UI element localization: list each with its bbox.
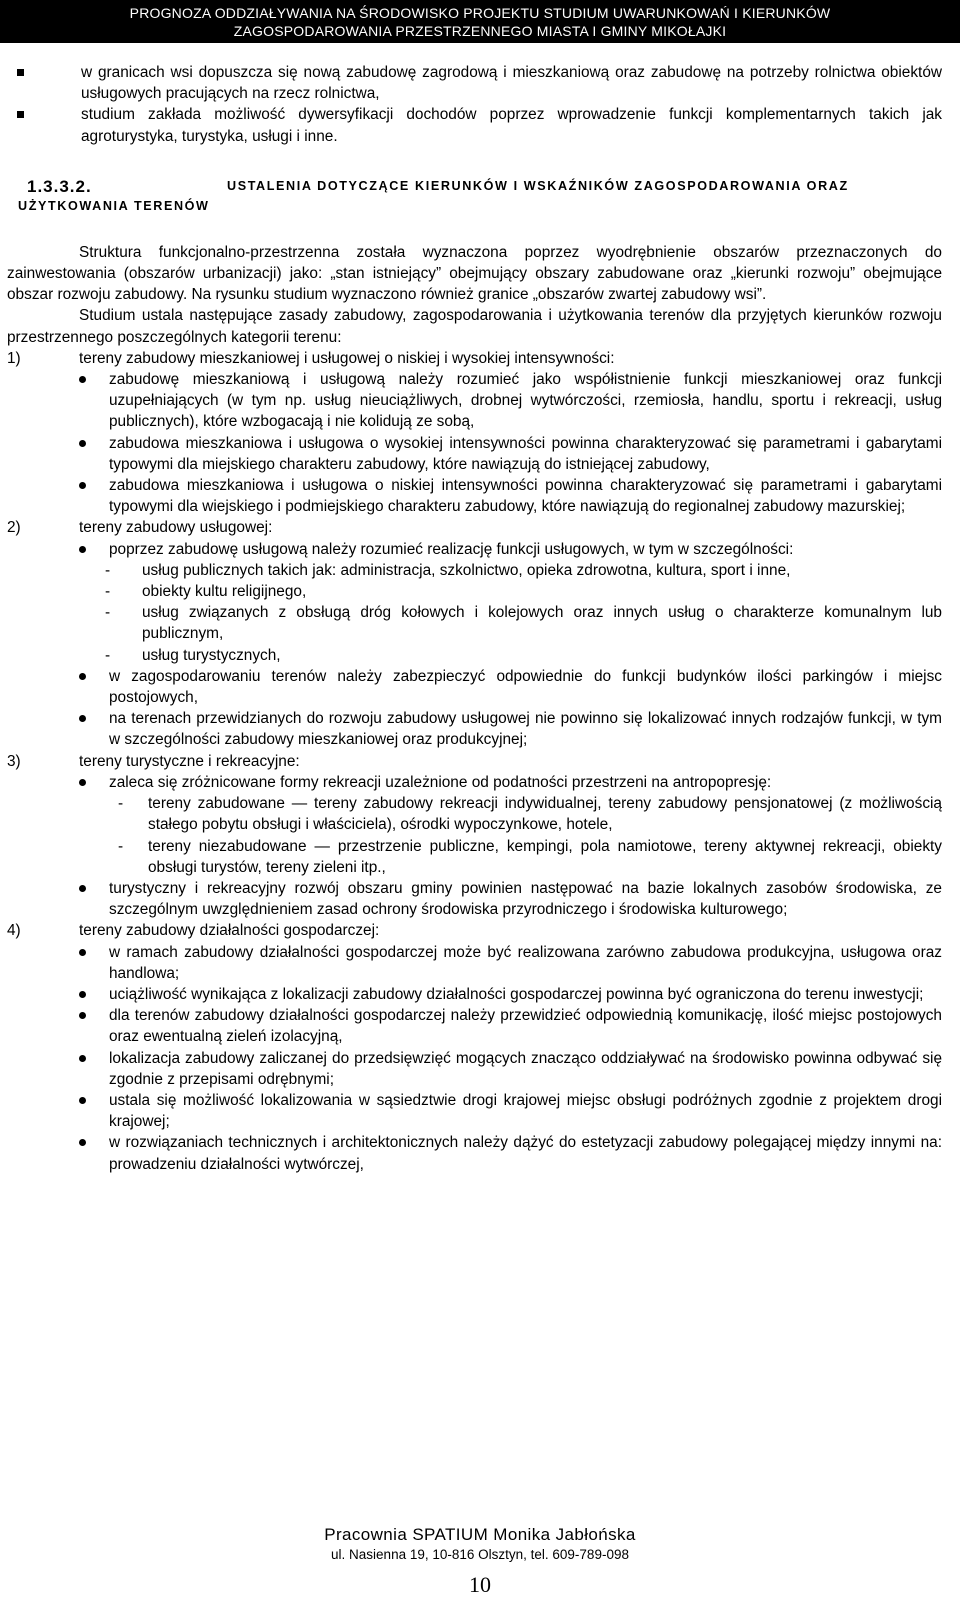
bullet-icon [79,440,86,447]
list-item-4 [7,920,942,941]
dash-marker: - [105,561,111,579]
bullet-item [7,708,942,750]
list-item-1 [7,348,942,369]
bullet-item [7,1090,942,1132]
list-item-2 [7,517,942,538]
intro-item [7,104,942,146]
section-title-line-2: UŻYTKOWANIA TERENÓW [18,198,210,213]
list-number: 2) [7,519,21,537]
dash-text: tereny niezabudowane — przestrzenie publiczne, kempingi, pola namiotowe, tereny aktywnej rekreacji, obiekty obsługi turystów, tereny zieleni itp., [148,837,942,876]
square-bullet-icon [17,111,24,118]
dash-text: obiekty kultu religijnego, [142,583,307,601]
list-label: tereny zabudowy usługowej: [79,519,273,537]
dash-marker: - [105,646,111,664]
bullet-text: lokalizacja zabudowy zaliczanej do przedsięwzięć mogących znacząco oddziaływać na środowisko powinna odbywać się zgodnie z przepisami odrębnymi; [109,1049,942,1088]
dash-item [7,645,942,666]
list-label: tereny turystyczne i rekreacyjne: [79,752,300,770]
bullet-item [7,942,942,984]
dash-item [7,560,942,581]
document-body [7,62,942,1175]
dash-text: usług związanych z obsługą dróg kołowych i kolejowych oraz innych usług o charakterze komunalnym lub publicznym, [142,604,942,643]
bullet-text: w zagospodarowaniu terenów należy zabezpieczyć odpowiednie do funkcji budynków ilości parkingów i miejsc postojowych, [109,667,942,707]
dash-marker: - [118,837,124,855]
square-bullet-icon [17,69,24,76]
bullet-item [7,475,942,517]
bullet-text: zabudowa mieszkaniowa i usługowa o wysokiej intensywności powinna charakteryzować się parametrami i gabarytami typowymi dla miejskiego charakteru zabudowy, które nawiązują do istniejącej zabudowy, [109,434,942,473]
bullet-icon [79,546,86,553]
list-number: 4) [7,922,21,940]
bullet-icon [79,482,86,489]
list-item-3 [7,751,942,772]
list-label: tereny zabudowy mieszkaniowej i usługowej o niskiej i wysokiej intensywności: [79,349,615,367]
list-number: 1) [7,349,21,367]
bullet-text: w ramach zabudowy działalności gospodarczej może być realizowana zarówno zabudowa produkcyjna, usługowa oraz handlowa; [109,943,942,982]
bullet-item [7,369,942,433]
bullet-text: turystyczny i rekreacyjny rozwój obszaru gminy powinien następować na bazie lokalnych zasobów środowiska, ze szczególnym uwzględnieniem zasad ochrony środowiska przyrodniczego i środowiska kulturowego; [109,879,942,919]
bullet-icon [79,1055,86,1062]
paragraph: Studium ustala następujące zasady zabudowy, zagospodarowania i użytkowania terenów dla przyjętych kierunków rozwoju przestrzennego poszczególnych kategorii terenu: [7,307,942,346]
bullet-item [7,433,942,475]
intro-item-text: studium zakłada możliwość dywersyfikacji dochodów poprzez wprowadzenie funkcji komplementarnych takich jak agroturystyka, turystyka, usługi i inne. [81,106,942,145]
dash-text: usług publicznych takich jak: administracja, szkolnictwo, opieka zdrowotna, kultura, sport i inne, [142,561,791,579]
paragraph: Struktura funkcjonalno-przestrzenna została wyznaczona poprzez wyodrębnienie obszarów przeznaczonych do zainwestowania (obszarów urbanizacji) jako: „stan istniejący” obejmujący obszary zabudowane oraz „kierunki rozwoju” obejmujące obszar rozwoju zabudowy. Na rysunku studium wyznaczono również granice „obszarów zwartej zabudowy wsi”. [7,243,942,304]
bullet-item [7,539,942,560]
bullet-text: zabudowę mieszkaniową i usługową należy rozumieć jako współistnienie funkcji mieszkaniowej oraz funkcji uzupełniających (w tym np. usług nieuciążliwych, drobnej wytwórczości, rzemiosła, handlu, sportu i rekreacji, usług publicznych), które wzbogacają i nie kolidują ze sobą, [109,371,942,431]
bullet-icon [79,991,86,998]
section-number: 1.3.3.2. [27,176,92,196]
bullet-text: na terenach przewidzianych do rozwoju zabudowy usługowej nie powinno się lokalizować innych rodzajów funkcji, w tym w szczególności zabudowy mieszkaniowej oraz produkcyjnej; [109,710,942,749]
header-line-1: PROGNOZA ODDZIAŁYWANIA NA ŚRODOWISKO PROJEKTU STUDIUM UWARUNKOWAŃ I KIERUNKÓW [129,5,831,21]
bullet-item [7,1005,942,1047]
page-header [0,0,960,43]
bullet-item [7,1132,942,1174]
bullet-item [7,772,942,793]
bullet-item [7,666,942,708]
bullet-text: zabudowa mieszkaniowa i usługowa o niskiej intensywności powinna charakteryzować się parametrami i gabarytami typowymi dla wiejskiego i podmiejskiego charakteru zabudowy, które nawiązują do regionalnej zabudowy mazurskiej; [109,477,942,516]
bullet-text: uciążliwość wynikająca z lokalizacji zabudowy działalności gospodarczej powinna być ograniczona do terenu inwestycji; [109,985,924,1003]
section-title-line-1: USTALENIA DOTYCZĄCE KIERUNKÓW I WSKAŹNIKÓW ZAGOSPODAROWANIA ORAZ [227,178,849,193]
bullet-icon [79,673,86,680]
dash-item [7,836,942,878]
dash-marker: - [105,604,111,622]
bullet-icon [79,1012,86,1019]
list-label: tereny zabudowy działalności gospodarczej: [79,922,380,940]
bullet-item [7,1048,942,1090]
dash-marker: - [118,795,124,813]
bullet-item [7,878,942,920]
dash-text: tereny zabudowane — tereny zabudowy rekreacji indywidualnej, tereny zabudowy pensjonatowej (z możliwością stałego pobytu obsługi i właściciela), ośrodki wypoczynkowe, hotele, [148,795,942,834]
dash-item [7,602,942,644]
bullet-icon [79,779,86,786]
header-line-2: ZAGOSPODAROWANIA PRZESTRZENNEGO MIASTA I GMINY MIKOŁAJKI [233,23,727,39]
bullet-icon [79,715,86,722]
bullet-icon [79,885,86,892]
bullet-item [7,984,942,1005]
dash-item [7,793,942,835]
section-heading [7,176,942,216]
bullet-text: w rozwiązaniach technicznych i architektonicznych należy dążyć do estetyzacji zabudowy polegającej między innymi na: prowadzeniu działalności wytwórczej, [109,1134,942,1173]
intro-item [7,62,942,104]
list-number: 3) [7,752,21,770]
dash-marker: - [105,583,111,601]
page-number: 10 [469,1572,491,1597]
bullet-icon [79,1139,86,1146]
intro-item-text: w granicach wsi dopuszcza się nową zabudowę zagrodową i mieszkaniową oraz zabudowę na potrzeby rolnictwa obiektów usługowych pracujących na rzecz rolnictwa, [81,64,942,103]
footer-company: Pracownia SPATIUM Monika Jabłońska [324,1525,636,1544]
bullet-text: poprzez zabudowę usługową należy rozumieć realizację funkcji usługowych, w tym w szczególności: [109,540,794,558]
bullet-icon [79,949,86,956]
bullet-text: ustala się możliwość lokalizowania w sąsiedztwie drogi krajowej miejsc obsługi podróżnych zgodnie z projektem drogi krajowej; [109,1091,942,1131]
bullet-text: dla terenów zabudowy działalności gospodarczej należy przewidzieć odpowiednią komunikację, ilość miejsc postojowych oraz ewentualną zieleń izolacyjną, [109,1007,942,1046]
bullet-icon [79,376,86,383]
bullet-text: zaleca się zróżnicowane formy rekreacji uzależnione od podatności przestrzeni na antropopresję: [109,773,772,791]
dash-text: usług turystycznych, [142,646,281,664]
footer-address: ul. Nasienna 19, 10-816 Olsztyn, tel. 609-789-098 [331,1547,629,1562]
page-footer [0,1524,960,1600]
bullet-icon [79,1097,86,1104]
dash-item [7,581,942,602]
